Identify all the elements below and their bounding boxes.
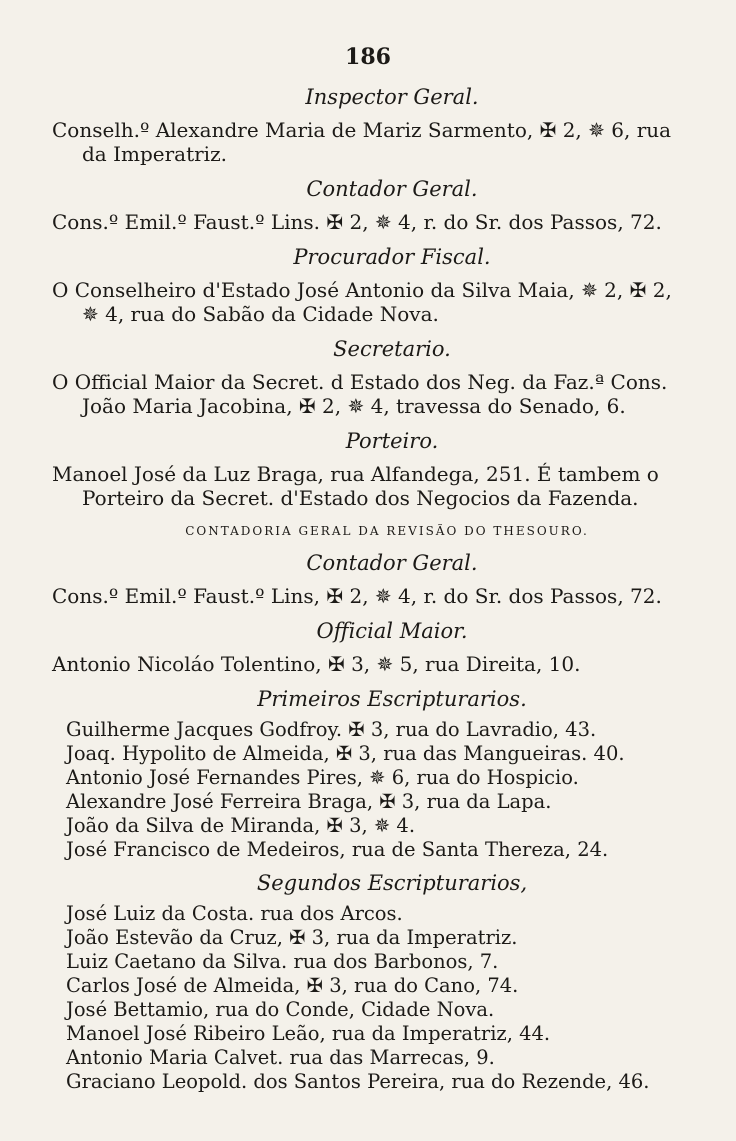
section-heading-official-maior: Official Maior.: [316, 619, 468, 643]
list-item: Luiz Caetano da Silva. rua dos Barbonos, 7.: [66, 950, 499, 973]
list-item: José Luiz da Costa. rua dos Arcos.: [66, 902, 403, 925]
section-title-contadoria: CONTADORIA GERAL DA REVISÃO DO THESOURO.: [185, 524, 589, 538]
list-item: Carlos José de Almeida, ✠ 3, rua do Cano, 74.: [66, 974, 519, 997]
list-item: João da Silva de Miranda, ✠ 3, ✵ 4.: [66, 814, 416, 837]
entry-porteiro: Manoel José da Luz Braga, rua Alfandega, 251. É tambem o Porteiro da Secret. d'Estado dos Negocios da Fazenda.: [52, 462, 659, 510]
section-heading-inspector: Inspector Geral.: [305, 85, 479, 109]
list-item: João Estevão da Cruz, ✠ 3, rua da Imperatriz.: [66, 926, 518, 949]
list-segundos: [52, 902, 692, 1094]
entry-contador-2: Cons.º Emil.º Faust.º Lins, ✠ 2, ✵ 4, r. do Sr. dos Passos, 72.: [52, 584, 662, 608]
list-item: Antonio José Fernandes Pires, ✵ 6, rua do Hospicio.: [66, 766, 579, 789]
entry-inspector: Conselh.º Alexandre Maria de Mariz Sarmento, ✠ 2, ✵ 6, rua da Imperatriz.: [52, 118, 672, 166]
entry-secretario: O Official Maior da Secret. d Estado dos Neg. da Faz.ª Cons. João Maria Jacobina, ✠ 2, ✵ 4, travessa do Senado, 6.: [52, 370, 668, 418]
list-item: José Bettamio, rua do Conde, Cidade Nova.: [66, 998, 495, 1021]
list-item: Graciano Leopold. dos Santos Pereira, rua do Rezende, 46.: [66, 1070, 650, 1093]
list-item: Joaq. Hypolito de Almeida, ✠ 3, rua das Mangueiras. 40.: [66, 742, 625, 765]
list-item: Antonio Maria Calvet. rua das Marrecas, 9.: [66, 1046, 495, 1069]
list-item: Guilherme Jacques Godfroy. ✠ 3, rua do Lavradio, 43.: [66, 718, 597, 741]
entry-contador: Cons.º Emil.º Faust.º Lins. ✠ 2, ✵ 4, r. do Sr. dos Passos, 72.: [52, 210, 662, 234]
section-heading-procurador: Procurador Fiscal.: [293, 245, 491, 269]
section-heading-contador-2: Contador Geral.: [306, 551, 478, 575]
section-heading-segundos: Segundos Escripturarios,: [256, 871, 528, 895]
entry-procurador: O Conselheiro d'Estado José Antonio da Silva Maia, ✵ 2, ✠ 2, ✵ 4, rua do Sabão da Cidade Nova.: [52, 278, 672, 326]
list-primeiros: [52, 718, 692, 862]
section-heading-secretario: Secretario.: [333, 337, 451, 361]
list-item: Alexandre José Ferreira Braga, ✠ 3, rua da Lapa.: [66, 790, 552, 813]
section-heading-porteiro: Porteiro.: [345, 429, 439, 453]
page-content: [52, 80, 692, 1098]
section-heading-primeiros: Primeiros Escripturarios.: [257, 687, 527, 711]
list-item: Manoel José Ribeiro Leão, rua da Imperatriz, 44.: [66, 1022, 551, 1045]
entry-official-maior: Antonio Nicoláo Tolentino, ✠ 3, ✵ 5, rua Direita, 10.: [52, 652, 581, 676]
section-heading-contador: Contador Geral.: [306, 177, 478, 201]
list-item: José Francisco de Medeiros, rua de Santa Thereza, 24.: [66, 838, 609, 861]
page-number: 186: [345, 44, 391, 70]
